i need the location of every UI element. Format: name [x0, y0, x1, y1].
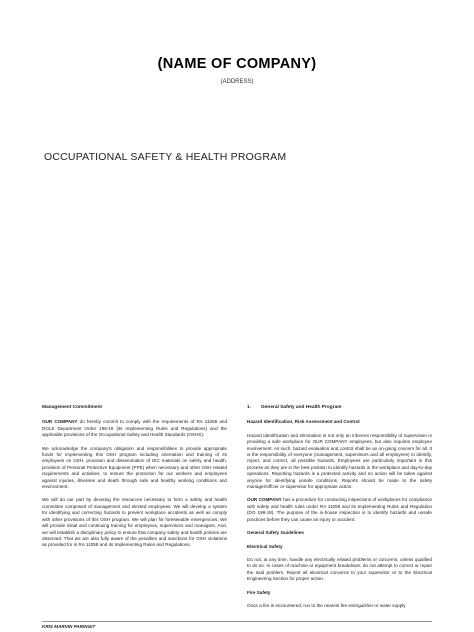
section-heading — [247, 405, 432, 411]
guidelines-heading: General Safety Guidelines — [247, 530, 304, 536]
hazard-paragraph-1 — [247, 433, 432, 491]
program-title: OCCUPATIONAL SAFETY & HEALTH PROGRAM — [44, 151, 287, 163]
fire-safety-paragraph: Once a fire is encountered, run to the nearest fire extinguisher or water supply — [247, 602, 406, 608]
electrical-safety-paragraph: Do not, at any time, handle any electrically related problems or concerns, unless qualified to do so. In cases of machine or equipment breakdown, do not attempt to correct or repair the said problem. Report all electrical concerns to your supervisor or to the Electrical Engineering Section for proper action. — [247, 556, 432, 582]
paragraph-text: Hazard identification and elimination is not only an inherent responsibility of supervision in providing a safe workplace for OUR COMPANY employees, but also requires employee involvement. As such, hazard evaluation and control shall be an on-going concern for all. It is the responsibility of everyone (management, supervisors and all employees) to identify, report, and correct, all possible hazards. Employees are particularly important in this process as they are in the best position to identify hazards in the workplace and day-to-day operations. Reporting hazards is a protected activity and no action will be taken against anyone for identifying unsafe conditions. Reports should be made to the safety manager/officer or supervisor for appropriate action. — [247, 432, 432, 490]
footer-divider — [42, 621, 432, 622]
company-name: (NAME OF COMPANY) — [157, 56, 317, 72]
hazard-paragraph-2 — [247, 497, 432, 523]
section-number: 1. — [247, 405, 252, 410]
management-commitment-heading: Management Commitment — [42, 405, 102, 410]
commitment-paragraph-3 — [42, 497, 227, 548]
paragraph-text: We acknowledge the company's obligation and responsibilities to provide appropriate funds for implementing this OSH program including orientation and training of its employees on OSH, provision and dissemination of IEC materials on safety and health, provision of Personal Protective Equipment (PPE) when necessary and other OSH related requirements and activities, to ensure the protection for our workers and employees against injuries, illnesses and death through safe and healthy working conditions and environment. — [42, 445, 227, 490]
company-lead: OUR COMPANY — [247, 497, 282, 503]
hazard-subheading: Hazard Identification, Risk Assessment and Control — [247, 419, 360, 425]
paragraph-text: has a procedure for conducting inspections of workplaces for compliance with safety and health rules under RA 11058 and its Implementing Rules and Regulation (DO 198-18). The purpose of the in-house inspection is to identify hazards and unsafe practices before they can cause an injury or accident. — [247, 497, 432, 522]
company-address: (ADDRESS) — [220, 79, 254, 85]
section-title: General Safety and Health Program — [261, 405, 342, 410]
company-lead: OUR COMPANY — [42, 419, 78, 425]
electrical-safety-heading: Electrical Safety — [247, 543, 283, 549]
paragraph-text: We will do our part by devoting the resources necessary to form a safety and health committee composed of management and elected employees. We will develop a system for identifying and correcting hazards to prevent workplace accidents as well as comply with other provisions of this OSH program. We will plan for foreseeable emergencies. We will provide initial and continuing training for employees, supervisors and managers. And, we will establish a disciplinary policy to ensure that company safety and health policies are observed. That we are also fully aware of the penalties and sanctions for OSH violations as provided for in RA 11058 and its Implementing Rules and Regulations. — [42, 497, 227, 548]
commitment-paragraph-1 — [42, 419, 227, 438]
paragraph-text: do hereby commit to comply with the requirements of RA 11058 and DOLE Department Order 198-18 (its Implementing Rules and Regulations) and the applicable provisions of the Occupational Safety and Health Standards (OSHS). — [42, 419, 228, 438]
commitment-paragraph-2 — [42, 446, 227, 491]
right-column — [247, 405, 432, 616]
fire-safety-heading: Fire Safety — [247, 589, 271, 595]
left-column — [42, 405, 227, 556]
footer-author: KRIS MARVIN PARINGIT — [42, 624, 96, 629]
